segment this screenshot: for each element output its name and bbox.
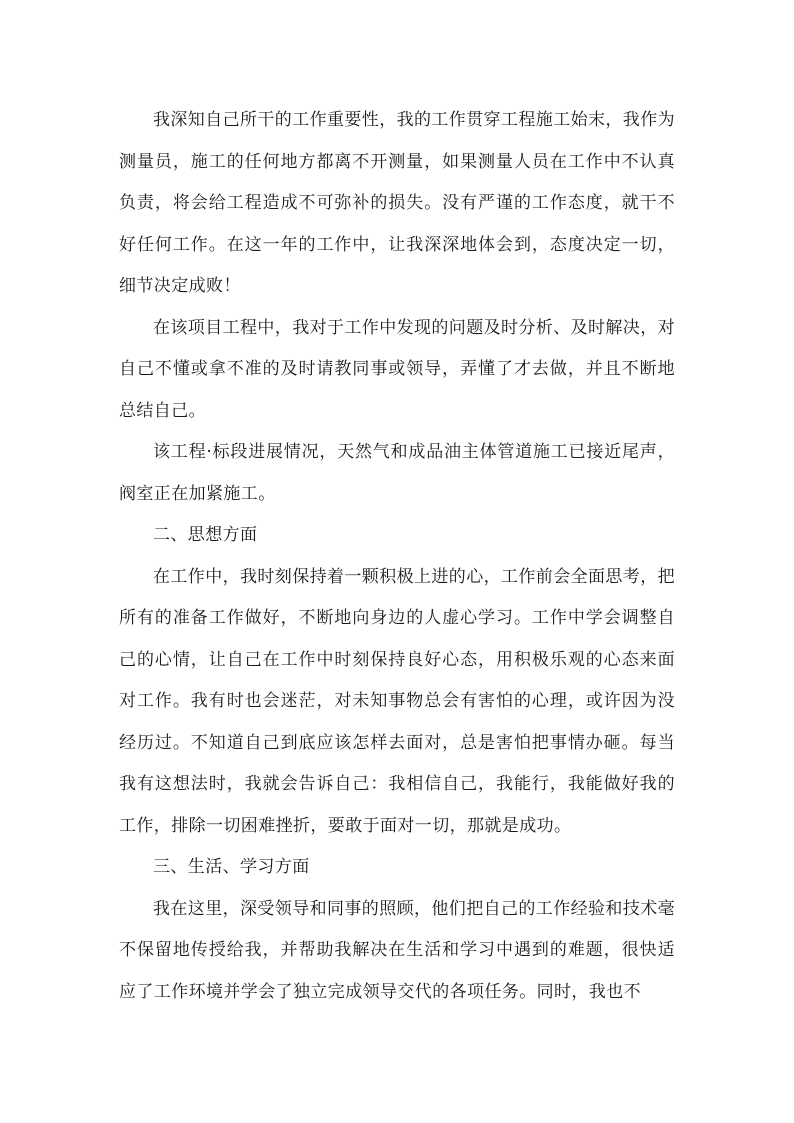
paragraph-thinking: 在工作中，我时刻保持着一颗积极上进的心，工作前会全面思考，把所有的准备工作做好，不断地向身边的人虚心学习。工作中学会调整自己的心情，让自己在工作中时刻保持良好心态，用积极乐观的心态来面对工作。我有时也会迷茫，对未知事物总会有害怕的心理，或许因为没经历过。不知道自己到底应该怎样去面对，总是害怕把事情办砸。每当我有这想法时，我就会告诉自己：我相信自己，我能行，我能做好我的工作，排除一切困难挫折，要敢于面对一切，那就是成功。 — [119, 566, 675, 836]
paragraph-attitude: 我深知自己所干的工作重要性，我的工作贯穿工程施工始末，我作为测量员，施工的任何地方都离不开测量，如果测量人员在工作中不认真负责，将会给工程造成不可弥补的损失。没有严谨的工作态度，就干不好任何工作。在这一年的工作中，让我深深地体会到，态度决定一切，细节决定成败！ — [119, 110, 675, 296]
paragraph-problem-solving: 在该项目工程中，我对于工作中发现的问题及时分析、及时解决，对自己不懂或拿不准的及时请教同事或领导，弄懂了才去做，并且不断地总结自己。 — [119, 317, 675, 421]
section-heading-thinking: 二、思想方面 — [153, 525, 258, 545]
document-body — [119, 100, 675, 1013]
paragraph-life-study: 我在这里，深受领导和同事的照顾，他们把自己的工作经验和技术毫不保留地传授给我，并帮助我解决在生活和学习中遇到的难题，很快适应了工作环境并学会了独立完成领导交代的各项任务。同时，我也不 — [119, 898, 675, 1002]
section-heading-life-study: 三、生活、学习方面 — [153, 857, 310, 877]
paragraph-project-progress: 该工程·标段进展情况，天然气和成品油主体管道施工已接近尾声，阀室正在加紧施工。 — [119, 442, 675, 504]
